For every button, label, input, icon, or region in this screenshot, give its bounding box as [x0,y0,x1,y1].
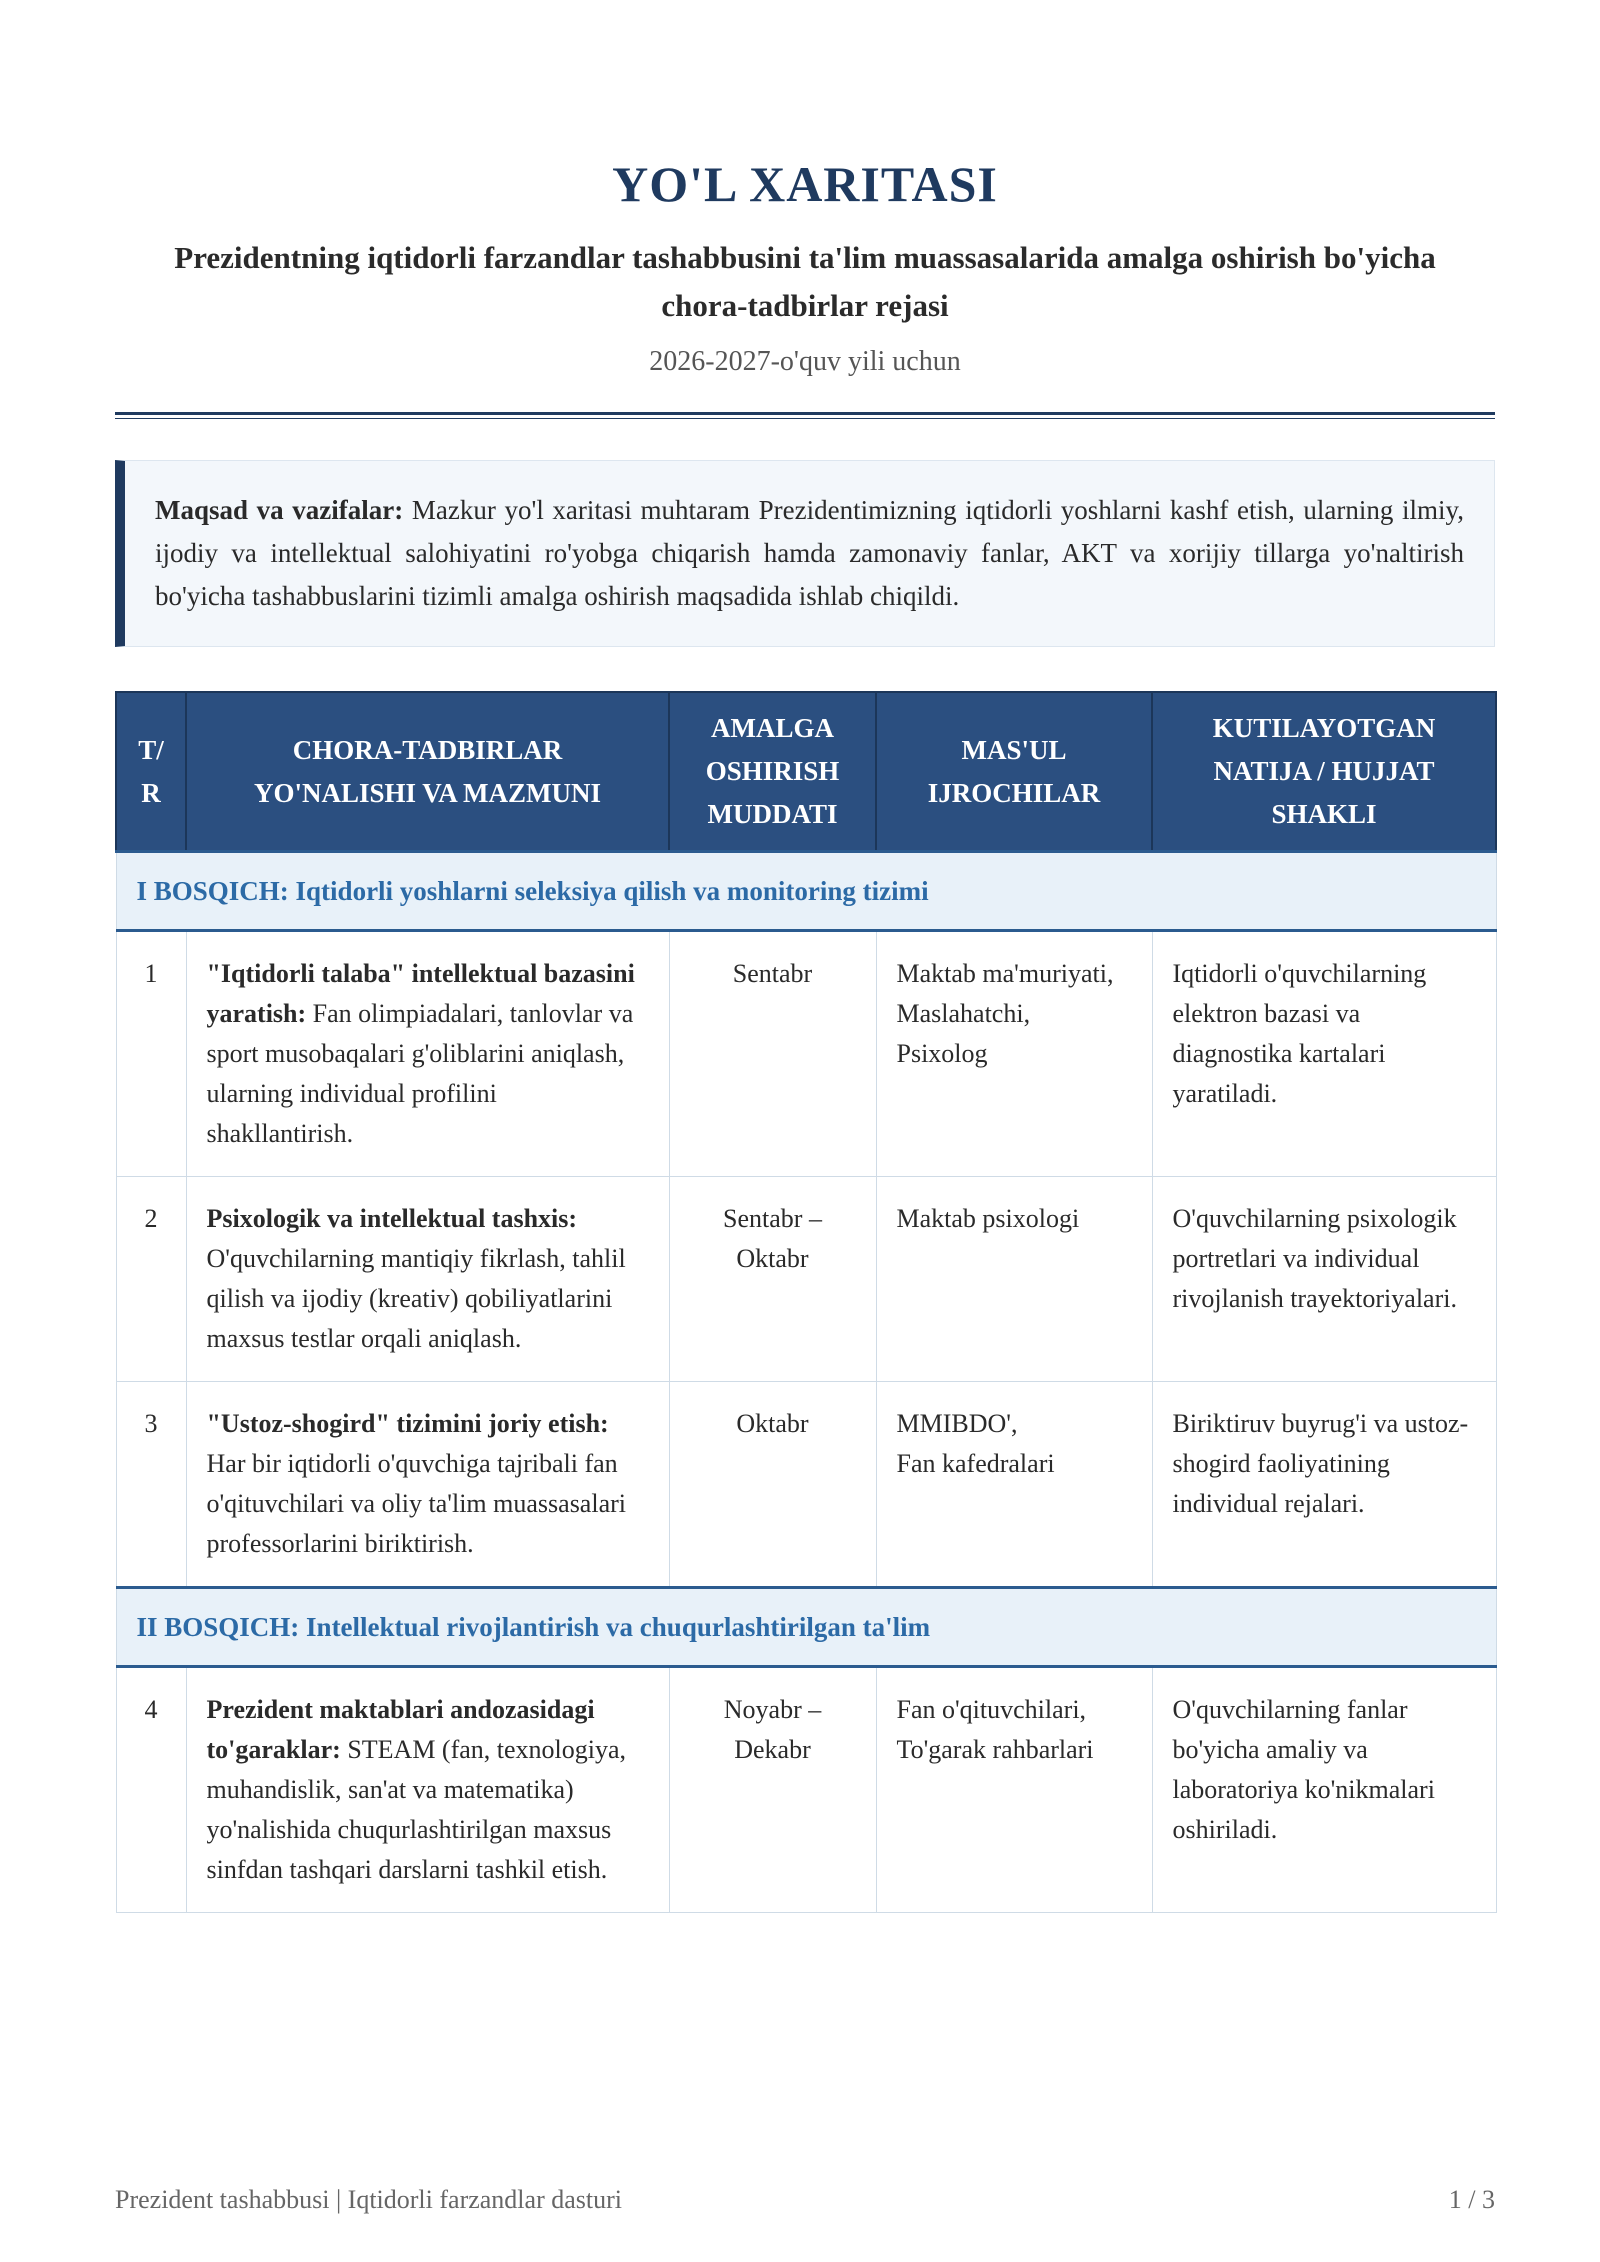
row-number: 4 [116,1667,186,1913]
document-title: YO'L XARITASI [612,156,998,212]
row-action-lead: Prezident maktablari andozasidagi to'garaklar: [206,1695,595,1764]
row-number: 1 [116,931,186,1177]
row-responsible: Maktab psixologi [876,1177,1152,1382]
row-action [186,1382,669,1588]
row-action-lead: Psixologik va intellektual tashxis: [206,1204,578,1233]
table-row [116,931,1496,1177]
row-result: O'quvchilarning psixologik portretlari va individual rivojlanish trayektoriyalari. [1152,1177,1496,1382]
row-result: Iqtidorli o'quvchilarning elektron bazasi va diagnostika kartalari yaratiladi. [1152,931,1496,1177]
stage-1-title: I BOSQICH: Iqtidorli yoshlarni seleksiya qilish va monitoring tizimi [116,852,1496,931]
row-deadline: Noyabr – Dekabr [669,1667,876,1913]
row-deadline: Sentabr [669,931,876,1177]
table-header-row [116,692,1496,852]
page-number: 1 / 3 [1448,2185,1495,2214]
goal-label: Maqsad va vazifalar: [155,495,404,525]
header-deadline: AMALGA OSHIRISH MUDDATI [669,692,876,852]
goal-box [115,460,1495,647]
row-action-text: Har bir iqtidorli o'quvchiga tajribali fan o'qituvchilari va oliy ta'lim muassasalari professorlarini biriktirish. [206,1449,626,1558]
row-result: O'quvchilarning fanlar bo'yicha amaliy va laboratoriya ko'nikmalari oshiriladi. [1152,1667,1496,1913]
row-action-text: STEAM (fan, texnologiya, muhandislik, san'at va matematika) yo'nalishida chuqurlashtirilgan maxsus sinfdan tashqari darslarni tashkil etish. [206,1735,627,1884]
table-row [116,1177,1496,1382]
header-responsible: MAS'UL IJROCHILAR [876,692,1152,852]
row-action [186,931,669,1177]
stage-row [116,852,1496,931]
goal-text: Mazkur yo'l xaritasi muhtaram Prezidentimizning iqtidorli yoshlarni kashf etish, ularning ilmiy, ijodiy va intellektual salohiyatini ro'yobga chiqarish hamda zamonaviy fanlar, AKT va xorijiy tillarga yo'naltirish bo'yicha tashabbuslarini tizimli amalga oshirish maqsadida ishlab chiqildi. [155,495,1464,611]
header-num: T/ R [116,692,186,852]
academic-year: 2026-2027-o'quv yili uchun [649,346,961,377]
footer-program-name: Prezident tashabbusi | Iqtidorli farzandlar dasturi [115,2185,622,2214]
table-row [116,1667,1496,1913]
row-action-lead: "Ustoz-shogird" tizimini joriy etish: [206,1409,609,1438]
row-action-text: O'quvchilarning mantiqiy fikrlash, tahlil qilish va ijodiy (kreativ) qobiliyatlarini maxsus testlar orqali aniqlash. [206,1244,626,1353]
document-page [115,0,1495,2262]
title-divider [115,412,1495,420]
row-action [186,1177,669,1382]
row-deadline: Sentabr – Oktabr [669,1177,876,1382]
row-action-text: Fan olimpiadalari, tanlovlar va sport musobaqalari g'oliblarini aniqlash, ularning individual profilini shakllantirish. [206,999,634,1148]
row-result: Biriktiruv buyrug'i va ustoz-shogird faoliyatining individual rejalari. [1152,1382,1496,1588]
table-row [116,1382,1496,1588]
roadmap-table [115,691,1497,1913]
row-action-lead: "Iqtidorli talaba" intellektual bazasini yaratish: [206,959,635,1028]
row-action [186,1667,669,1913]
row-deadline: Oktabr [669,1382,876,1588]
row-number: 2 [116,1177,186,1382]
stage-row [116,1588,1496,1667]
header-result: KUTILAYOTGAN NATIJA / HUJJAT SHAKLI [1152,692,1496,852]
row-responsible: Fan o'qituvchilari, To'garak rahbarlari [876,1667,1152,1913]
header-action: CHORA-TADBIRLAR YO'NALISHI VA MAZMUNI [186,692,669,852]
document-subtitle: Prezidentning iqtidorli farzandlar tashabbusini ta'lim muassasalarida amalga oshirish bo'yicha chora-tadbirlar rejasi [174,240,1436,323]
row-responsible: MMIBDO', Fan kafedralari [876,1382,1152,1588]
row-number: 3 [116,1382,186,1588]
row-responsible: Maktab ma'muriyati, Maslahatchi, Psixolog [876,931,1152,1177]
stage-2-title: II BOSQICH: Intellektual rivojlantirish va chuqurlashtirilgan ta'lim [116,1588,1496,1667]
